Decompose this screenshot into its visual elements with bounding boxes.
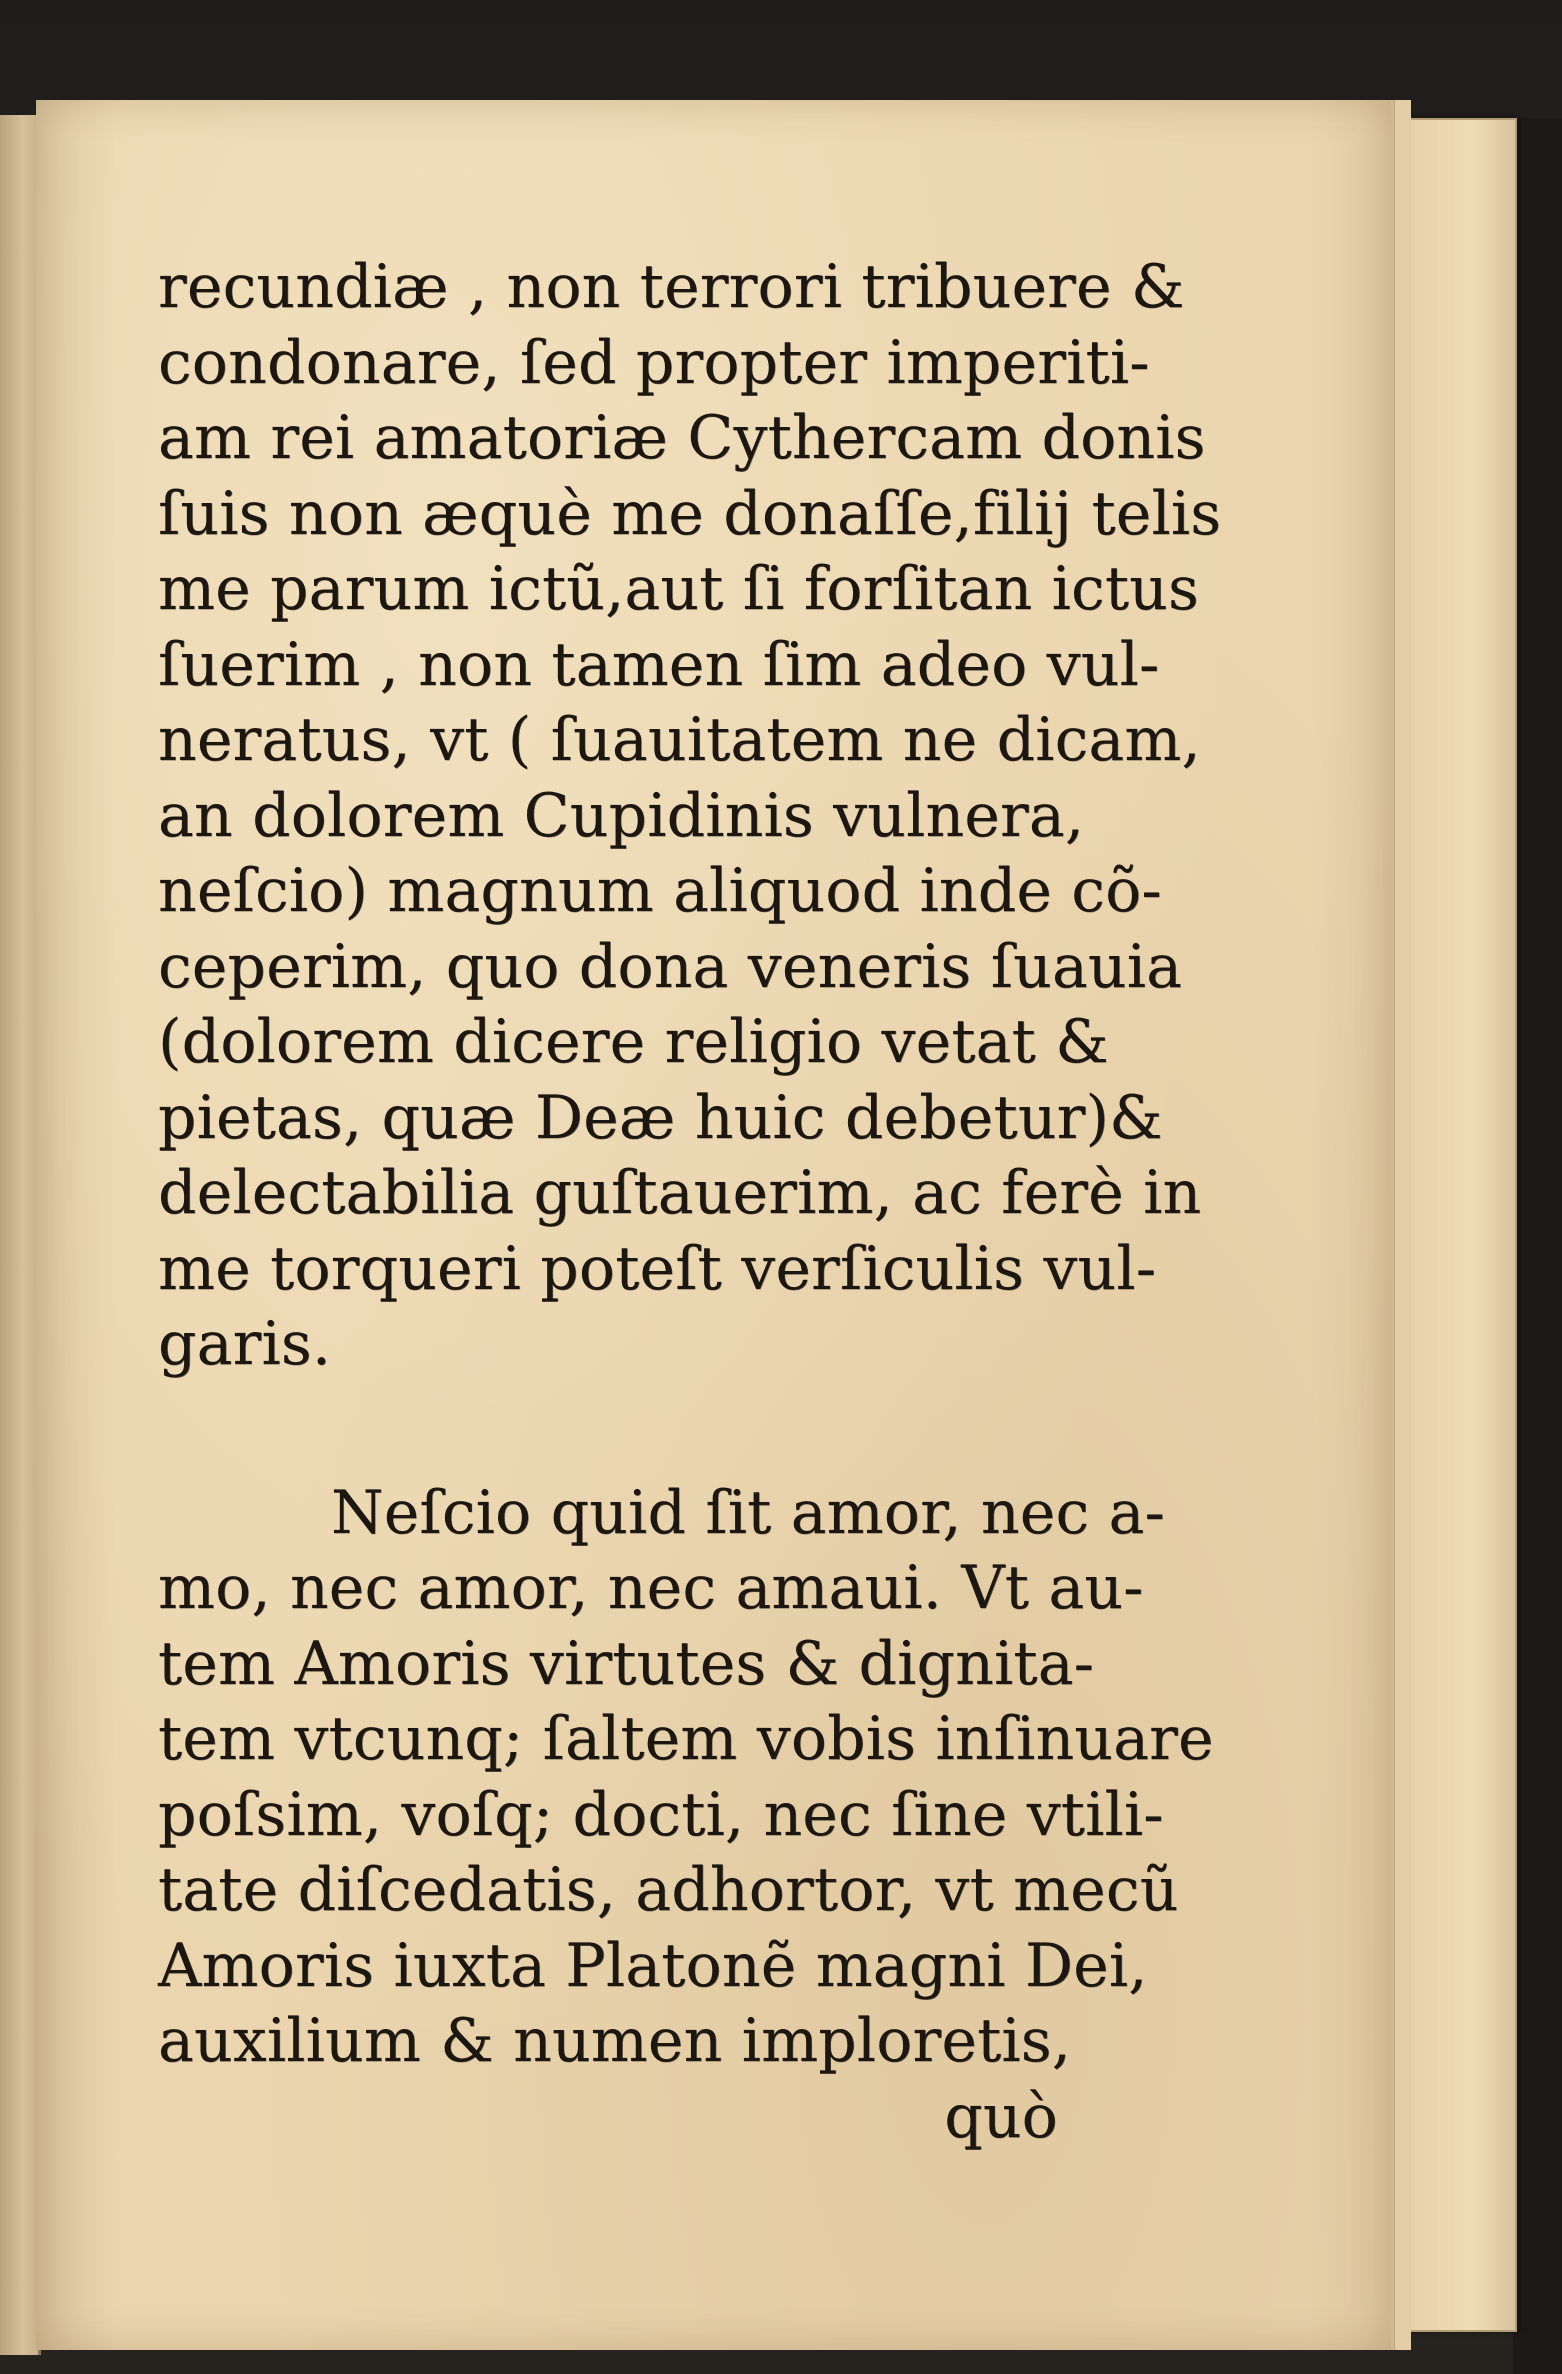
paragraph-gap — [158, 1383, 1058, 1476]
text-line: me parum ictũ,aut ſi forſitan ictus — [158, 554, 1199, 624]
text-line: tate diſcedatis, adhortor, vt mecũ — [158, 1855, 1179, 1925]
page-stack-edge — [1394, 100, 1411, 2350]
text-line: Neſcio quid ſit amor, nec a- — [331, 1477, 1165, 1548]
text-line: neratus, vt ( ſuauitatem ne dicam, — [158, 705, 1201, 775]
text-line: mo, nec amor, nec amaui. Vt au- — [158, 1553, 1144, 1623]
text-line: poſsim, voſq; docti, nec ſine vtili- — [158, 1779, 1164, 1850]
text-line: tem vtcunq; ſaltem vobis inſinuare — [158, 1704, 1214, 1774]
page-text — [158, 250, 1222, 2155]
text-line: an dolorem Cupidinis vulnera, — [158, 780, 1085, 851]
left-page-edge — [0, 115, 41, 2355]
background-shadow — [1513, 118, 1562, 2374]
text-line: me torqueri poteſt verſiculis vul- — [158, 1233, 1157, 1304]
text-line: delectabilia guſtauerim, ac ferè in — [158, 1158, 1202, 1228]
text-line: am rei amatoriæ Cythercam donis — [158, 403, 1206, 473]
text-line: tem Amoris virtutes & dignita- — [158, 1628, 1095, 1699]
text-line: ſuerim , non tamen ſim adeo vul- — [158, 629, 1160, 700]
text-line: Amoris iuxta Platonẽ magni Dei, — [158, 1930, 1148, 2001]
text-line: neſcio) magnum aliquod inde cõ- — [158, 856, 1162, 926]
text-line: auxilium & numen imploretis, — [158, 2006, 1072, 2076]
text-line: garis. — [158, 1309, 332, 1379]
text-line: (dolorem dicere religio vetat & — [158, 1007, 1109, 1077]
text-line: pietas, quæ Deæ huic debetur)& — [158, 1082, 1163, 1153]
text-line: ſuis non æquè me donaſſe,filij telis — [158, 478, 1222, 549]
text-line: recundiæ , non terrori tribuere & — [158, 252, 1185, 322]
catchword: quò — [944, 2081, 1058, 2152]
text-line: ceperim, quo dona veneris ſuauia — [158, 931, 1183, 1002]
back-page-edge — [1405, 118, 1517, 2332]
book-page — [36, 100, 1391, 2350]
text-line: condonare, ſed propter imperiti- — [158, 327, 1150, 398]
